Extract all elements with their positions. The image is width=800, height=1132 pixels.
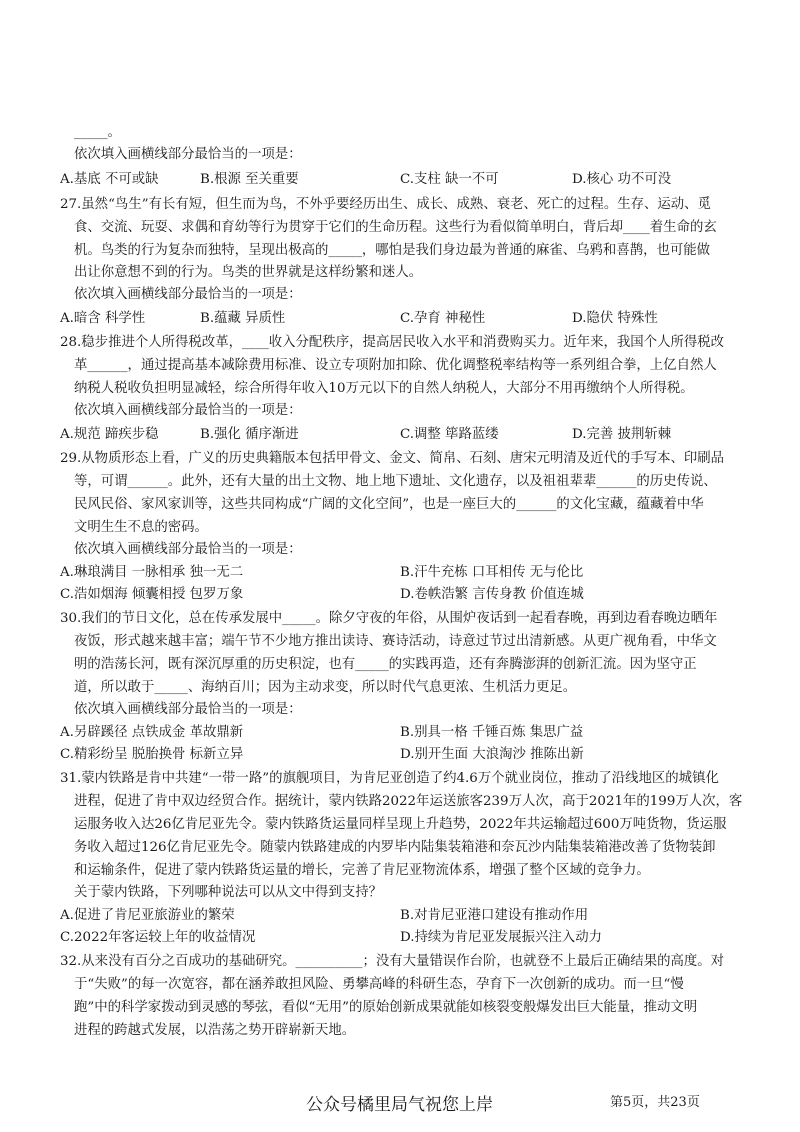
question-28-prompt: 依次填入画横线部分最恰当的一项是： [74, 403, 302, 418]
question-29-option-b[interactable]: B.汗牛充栋 口耳相传 无与伦比 [400, 565, 584, 580]
question-30-option-c[interactable]: C.精彩纷呈 脱胎换骨 标新立异 [60, 747, 244, 762]
question-27-option-d[interactable]: D.隐伏 特殊性 [572, 311, 658, 326]
question-30-option-b[interactable]: B.别具一格 千锤百炼 集思广益 [400, 725, 584, 740]
question-27-text-line: 27.虽然“鸟生”有长有短，但生而为鸟，不外乎要经历出生、成长、成熟、衰老、死亡的过程。生存、运动、觅 [60, 197, 711, 212]
question-32-text-line: 跑”中的科学家拨动到灵感的琴弦，看似“无用”的原始创新成果就能如核裂变般爆发出巨大能量，推动文明 [74, 1000, 698, 1015]
page-number: 第5页，共23页 [610, 1095, 700, 1110]
footer-watermark: 公众号橘里局气祝您上岸 [306, 1095, 493, 1115]
question-28-option-a[interactable]: A.规范 蹄疾步稳 [60, 427, 159, 442]
question-31-text-line: 进程，促进了肯中双边经贸合作。据统计，蒙内铁路2022年运送旅客239万人次，高于2021年的199万人次，客 [74, 794, 743, 809]
question-26-option-b[interactable]: B.根源 至关重要 [200, 172, 299, 187]
question-28-option-c[interactable]: C.调整 筚路蓝缕 [400, 427, 499, 442]
question-29-text-line: 文明生生不息的密码。 [74, 520, 208, 535]
question-30-text-line: 明的浩荡长河，既有深沉厚重的历史积淀，也有_____的实践再造，还有奔腾澎湃的创新汇流。因为坚守正 [74, 657, 697, 672]
question-28-option-b[interactable]: B.强化 循序渐进 [200, 427, 299, 442]
previous-question-fragment: _____。 [74, 125, 121, 140]
question-32-text-line: 于“失败”的每一次宽容，都在涵养敢担风险、勇攀高峰的科研生态，孕育下一次创新的成功。而一旦“慢 [74, 977, 684, 992]
question-29-prompt: 依次填入画横线部分最恰当的一项是： [74, 542, 302, 557]
question-29-option-c[interactable]: C.浩如烟海 倾囊相授 包罗万象 [60, 587, 244, 602]
question-26-option-a[interactable]: A.基底 不可或缺 [60, 172, 159, 187]
question-31-option-b[interactable]: B.对肯尼亚港口建设有推动作用 [400, 908, 589, 923]
question-30-prompt: 依次填入画横线部分最恰当的一项是： [74, 702, 302, 717]
question-31-text-line: 务收入超过126亿肯尼亚先令。随蒙内铁路建成的内罗毕内陆集装箱港和奈瓦沙内陆集装箱港改善了货物装卸 [74, 840, 716, 855]
question-26-option-c[interactable]: C.支柱 缺一不可 [400, 172, 499, 187]
question-30-text-line: 夜饭，形式越来越丰富；端午节不少地方推出读诗、赛诗活动，诗意过节过出清新感。从更广视角看，中华文 [74, 634, 717, 649]
question-27-prompt: 依次填入画横线部分最恰当的一项是： [74, 287, 302, 302]
question-32-text-line: 32.从来没有百分之百成功的基础研究。__________；没有大量错误作台阶，也就登不上最后正确结果的高度。对 [60, 954, 725, 969]
question-31-text-line: 31.蒙内铁路是肯中共建“一带一路”的旗舰项目，为肯尼亚创造了约4.6万个就业岗位，推动了沿线地区的城镇化 [60, 771, 719, 786]
question-31-option-a[interactable]: A.促进了肯尼亚旅游业的繁荣 [60, 908, 235, 923]
question-31-text-line: 运服务收入达26亿肯尼亚先令。蒙内铁路货运量同样呈现上升趋势，2022年共运输超过600万吨货物，货运服 [74, 817, 727, 832]
question-30-text-line: 30.我们的节日文化，总在传承发展中_____。除夕守夜的年俗，从围炉夜话到一起看春晚，再到边看春晚边晒年 [60, 611, 718, 626]
question-28-text-line: 28.稳步推进个人所得税改革，____收入分配秩序，提高居民收入水平和消费购买力。近年来，我国个人所得税改 [60, 335, 725, 350]
question-28-option-d[interactable]: D.完善 披荆斩棘 [572, 427, 672, 442]
question-27-text-line: 食、交流、玩耍、求偶和育幼等行为贯穿于它们的生命历程。这些行为看似简单明白，背后却____着生命的玄 [74, 220, 717, 235]
question-31-text-line: 和运输条件，促进了蒙内铁路货运量的增长，完善了肯尼亚物流体系，增强了整个区域的竞争力。 [74, 863, 650, 878]
question-29-text-line: 29.从物质形态上看，广义的历史典籍版本包括甲骨文、金文、简帛、石刻、唐宋元明清及近代的手写本、印刷品 [60, 451, 725, 466]
question-27-option-b[interactable]: B.蕴藏 异质性 [200, 311, 286, 326]
question-29-option-d[interactable]: D.卷帙浩繁 言传身教 价值连城 [400, 587, 584, 602]
question-31-option-c[interactable]: C.2022年客运较上年的收益情况 [60, 930, 256, 945]
question-32-text-line: 进程的跨越式发展，以浩荡之势开辟崭新天地。 [74, 1023, 356, 1038]
question-28-text-line: 纳税人税收负担明显减轻，综合所得年收入10万元以下的自然人纳税人，大部分不用再缴纳个人所得税。 [74, 381, 694, 396]
question-26-option-d[interactable]: D.核心 功不可没 [572, 172, 672, 187]
question-27-option-a[interactable]: A.暗含 科学性 [60, 311, 146, 326]
question-29-option-a[interactable]: A.琳琅满目 一脉相承 独一无二 [60, 565, 244, 580]
question-27-option-c[interactable]: C.孕育 神秘性 [400, 311, 486, 326]
question-29-text-line: 等，可谓______。此外，还有大量的出土文物、地上地下遗址、文化遗存，以及祖祖辈辈______的历史传说、 [74, 474, 717, 489]
question-31-option-d[interactable]: D.持续为肯尼亚发展振兴注入动力 [400, 930, 602, 945]
question-27-text-line: 机。鸟类的行为复杂而独特，呈现出极高的_____，哪怕是我们身边最为普通的麻雀、乌鸦和喜鹊，也可能做 [74, 243, 711, 258]
question-30-text-line: 道，所以敢于_____、海纳百川；因为主动求变，所以时代气息更浓、生机活力更足。 [74, 680, 577, 695]
question-30-option-a[interactable]: A.另辟蹊径 点铁成金 革故鼎新 [60, 725, 244, 740]
question-27-text-line: 出让你意想不到的行为。鸟类的世界就是这样纷繁和迷人。 [74, 265, 423, 280]
question-29-text-line: 民风民俗、家风家训等，这些共同构成“广阔的文化空间”，也是一座巨大的______的文化宝藏，蕴藏着中华 [74, 497, 704, 512]
question-26-prompt: 依次填入画横线部分最恰当的一项是： [74, 147, 302, 162]
question-30-option-d[interactable]: D.别开生面 大浪淘沙 推陈出新 [400, 747, 584, 762]
question-28-text-line: 革______，通过提高基本减除费用标准、设立专项附加扣除、优化调整税率结构等一系列组合拳，上亿自然人 [74, 358, 717, 373]
question-31-prompt: 关于蒙内铁路，下列哪种说法可以从文中得到支持？ [74, 885, 382, 900]
